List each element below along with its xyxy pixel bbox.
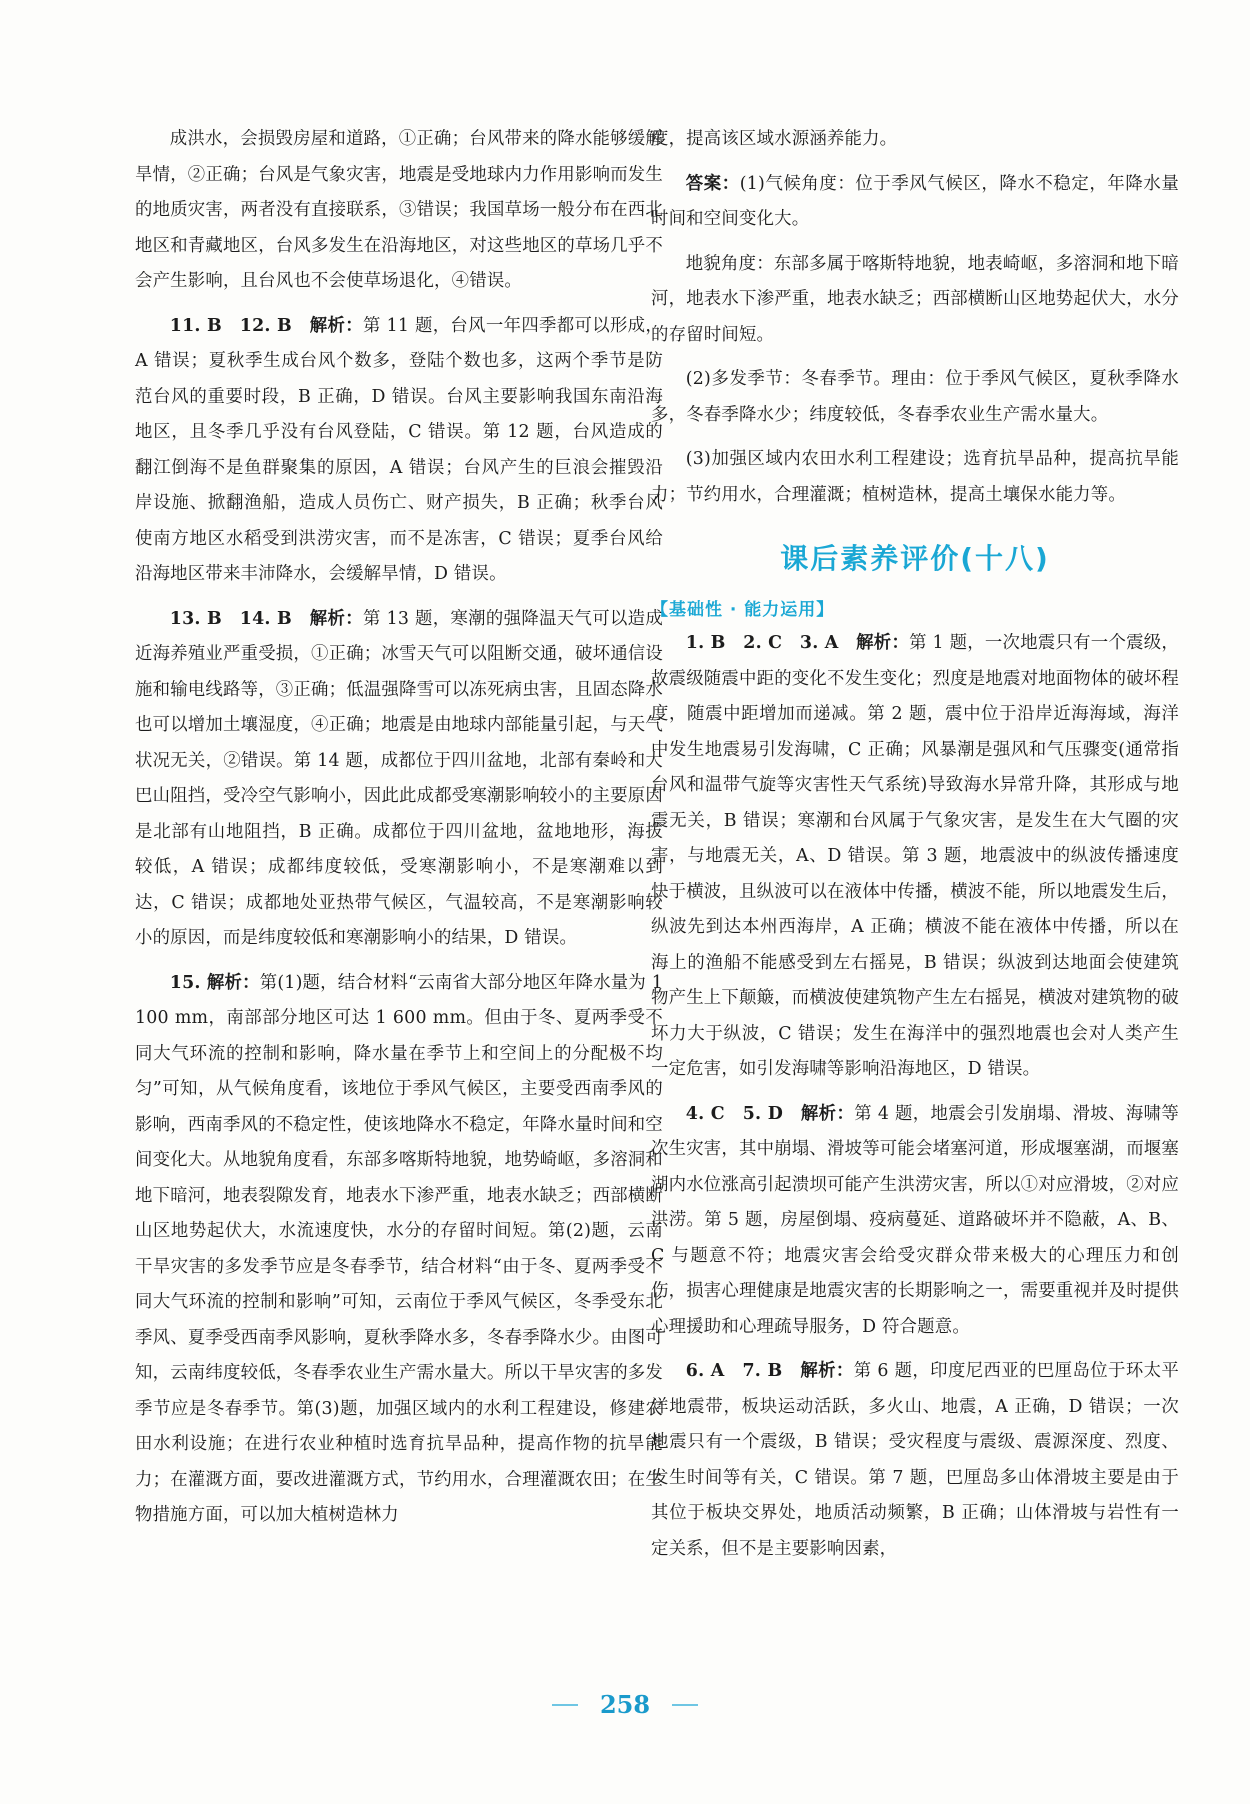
paragraph xyxy=(135,966,663,1534)
paragraph xyxy=(651,442,1179,513)
sub-heading: 【基础性 · 能力运用】 xyxy=(651,600,835,620)
paragraph-text: 第 1 题，一次地震只有一个震级，故震级随震中距的变化不发生变化；烈度是地震对地面物体的破坏程度，随震中距增加而递减。第 2 题，震中位于沿岸近海海域，海洋中发生地震易引发海啸，C 正确；风暴潮是强风和气压骤变(通常指台风和温带气旋等灾害性天气系统)导致海水异常升降，其形成与地震无关，B 错误；寒潮和台风属于气象灾害，是发生在大气圈的灾害，与地震无关，A、D 错误。第 3 题，地震波中的纵波传播速度快于横波，且纵波可以在液体中传播，横波不能，所以地震发生后，纵波先到达本州西海岸，A 正确；横波不能在液体中传播，所以在海上的渔船不能感受到左右摇晃，B 错误；纵波到达地面会使建筑物产生上下颠簸，而横波使建筑物产生左右摇晃，横波对建筑物的破坏力大于纵波，C 错误；发生在海洋中的强烈地震也会对人类产生一定危害，如引发海啸等影响沿海地区，D 错误。 xyxy=(651,633,1180,1079)
page-number: 258 xyxy=(599,1690,651,1719)
paragraph xyxy=(651,1097,1179,1346)
paragraph xyxy=(651,122,1179,158)
answer-key: 13. B 14. B 解析： xyxy=(169,608,363,629)
paragraph-text: (2)多发季节：冬春季节。理由：位于季风气候区，夏秋季降水多，冬春季降水少；纬度较低，冬春季农业生产需水量大。 xyxy=(651,369,1179,425)
paragraph-text: 地貌角度：东部多属于喀斯特地貌，地表崎岖，多溶洞和地下暗河，地表水下渗严重，地表水缺乏；西部横断山区地势起伏大，水分的存留时间短。 xyxy=(651,253,1179,345)
paragraph xyxy=(135,122,663,300)
paragraph xyxy=(651,167,1179,238)
answer-key: 4. C 5. D 解析： xyxy=(685,1103,855,1124)
answer-key: 11. B 12. B 解析： xyxy=(169,315,363,336)
paragraph-text: 第 11 题，台风一年四季都可以形成，A 错误；夏秋季生成台风个数多，登陆个数也多，这两个季节是防范台风的重要时段，B 正确，D 错误。台风主要影响我国东南沿海地区，且冬季几乎没有台风登陆，C 错误。第 12 题，台风造成的翻江倒海不是鱼群聚集的原因，A 错误；台风产生的巨浪会摧毁沿岸设施、掀翻渔船，造成人员伤亡、财产损失，B 正确；秋季台风使南方地区水稻受到洪涝灾害，而不是冻害，C 错误；夏季台风给沿海地区带来丰沛降水，会缓解旱情，D 错误。 xyxy=(135,315,663,584)
paragraph-text: 第 6 题，印度尼西亚的巴厘岛位于环太平洋地震带，板块运动活跃，多火山、地震，A 正确，D 错误；一次地震只有一个震级，B 错误；受灾程度与震级、震源深度、烈度、发生时间等有关，C 错误。第 7 题，巴厘岛多山体滑坡主要是由于其位于板块交界处，地质活动频繁，B 正确；山体滑坡与岩性有一定关系，但不是主要影响因素， xyxy=(651,1361,1179,1559)
answer-key: 15. 解析： xyxy=(169,972,260,993)
paragraph xyxy=(651,1354,1179,1567)
answer-label: 答案： xyxy=(685,173,740,194)
paragraph xyxy=(651,247,1179,354)
paragraph xyxy=(135,309,663,593)
footer-rule-right xyxy=(672,1704,698,1706)
paragraph-text: 第(1)题，结合材料“云南省大部分地区年降水量为 1 100 mm，南部部分地区可达 1 600 mm。但由于冬、夏两季受不同大气环流的控制和影响，降水量在季节上和空间上的分配极不均匀”可知，从气候角度看，该地位于季风气候区，主要受西南季风的影响，西南季风的不稳定性，使该地降水不稳定，年降水量时间和空间变化大。从地貌角度看，东部多喀斯特地貌，地势崎岖，多溶洞和地下暗河，地表裂隙发育，地表水下渗严重，地表水缺乏；西部横断山区地势起伏大，水流速度快，水分的存留时间短。第(2)题，云南干旱灾害的多发季节应是冬春季节，结合材料“由于冬、夏两季受不同大气环流的控制和影响”可知，云南位于季风气候区，冬季受东北季风、夏季受西南季风影响，夏秋季降水多，冬春季降水少。由图可知，云南纬度较低，冬春季农业生产需水量大。所以干旱灾害的多发季节应是冬春季节。第(3)题，加强区域内的水利工程建设，修建农田水利设施；在进行农业种植时选育抗旱品种，提高作物的抗旱能力；在灌溉方面，要改进灌溉方式，节约用水，合理灌溉农田；在生物措施方面，可以加大植树造林力 xyxy=(135,972,663,1525)
paragraph-text: 第 4 题，地震会引发崩塌、滑坡、海啸等次生灾害，其中崩塌、滑坡等可能会堵塞河道，形成堰塞湖，而堰塞湖内水位涨高引起溃坝可能产生洪涝灾害，所以①对应滑坡，②对应洪涝。第 5 题，房屋倒塌、疫病蔓延、道路破坏并不隐蔽，A、B、C 与题意不符；地震灾害会给受灾群众带来极大的心理压力和创伤，损害心理健康是地震灾害的长期影响之一，需要重视并及时提供心理援助和心理疏导服务，D 符合题意。 xyxy=(651,1103,1179,1337)
paragraph-text: (1)气候角度：位于季风气候区，降水不稳定，年降水量时间和空间变化大。 xyxy=(651,173,1179,229)
left-column xyxy=(135,122,663,1543)
paragraph-text: 成洪水，会损毁房屋和道路，①正确；台风带来的降水能够缓解旱情，②正确；台风是气象灾害，地震是受地球内力作用影响而发生的地质灾害，两者没有直接联系，③错误；我国草场一般分布在西北地区和青藏地区，台风多发生在沿海地区，对这些地区的草场几乎不会产生影响，且台风也不会使草场退化，④错误。 xyxy=(135,129,663,291)
answer-key: 6. A 7. B 解析： xyxy=(685,1361,854,1381)
page-footer xyxy=(0,1690,1250,1719)
answer-key: 1. B 2. C 3. A 解析： xyxy=(685,633,910,653)
paragraph xyxy=(651,362,1179,433)
paragraph-text: 第 13 题，寒潮的强降温天气可以造成近海养殖业严重受损，①正确；冰雪天气可以阻断交通，破坏通信设施和输电线路等，③正确；低温强降雪可以冻死病虫害，且固态降水也可以增加土壤湿度，④正确；地震是由地球内部能量引起，与天气状况无关，②错误。第 14 题，成都位于四川盆地，北部有秦岭和大巴山阻挡，受冷空气影响小，因此此成都受寒潮影响较小的主要原因是北部有山地阻挡，B 正确。成都位于四川盆地，盆地地形，海拔较低，A 错误；成都纬度较低，受寒潮影响小，不是寒潮难以到达，C 错误；成都地处亚热带气候区，气温较高，不是寒潮影响较小的原因，而是纬度较低和寒潮影响小的结果，D 错误。 xyxy=(135,608,663,948)
right-column xyxy=(651,122,1179,1576)
paragraph-text: 度，提高该区域水源涵养能力。 xyxy=(651,129,898,149)
paragraph-text: (3)加强区域内农田水利工程建设；选育抗旱品种，提高抗旱能力；节约用水，合理灌溉；植树造林，提高土壤保水能力等。 xyxy=(651,449,1179,505)
footer-rule-left xyxy=(552,1704,578,1706)
section-title: 课后素养评价(十八) xyxy=(780,542,1050,575)
paragraph xyxy=(135,602,663,957)
paragraph xyxy=(651,626,1179,1088)
